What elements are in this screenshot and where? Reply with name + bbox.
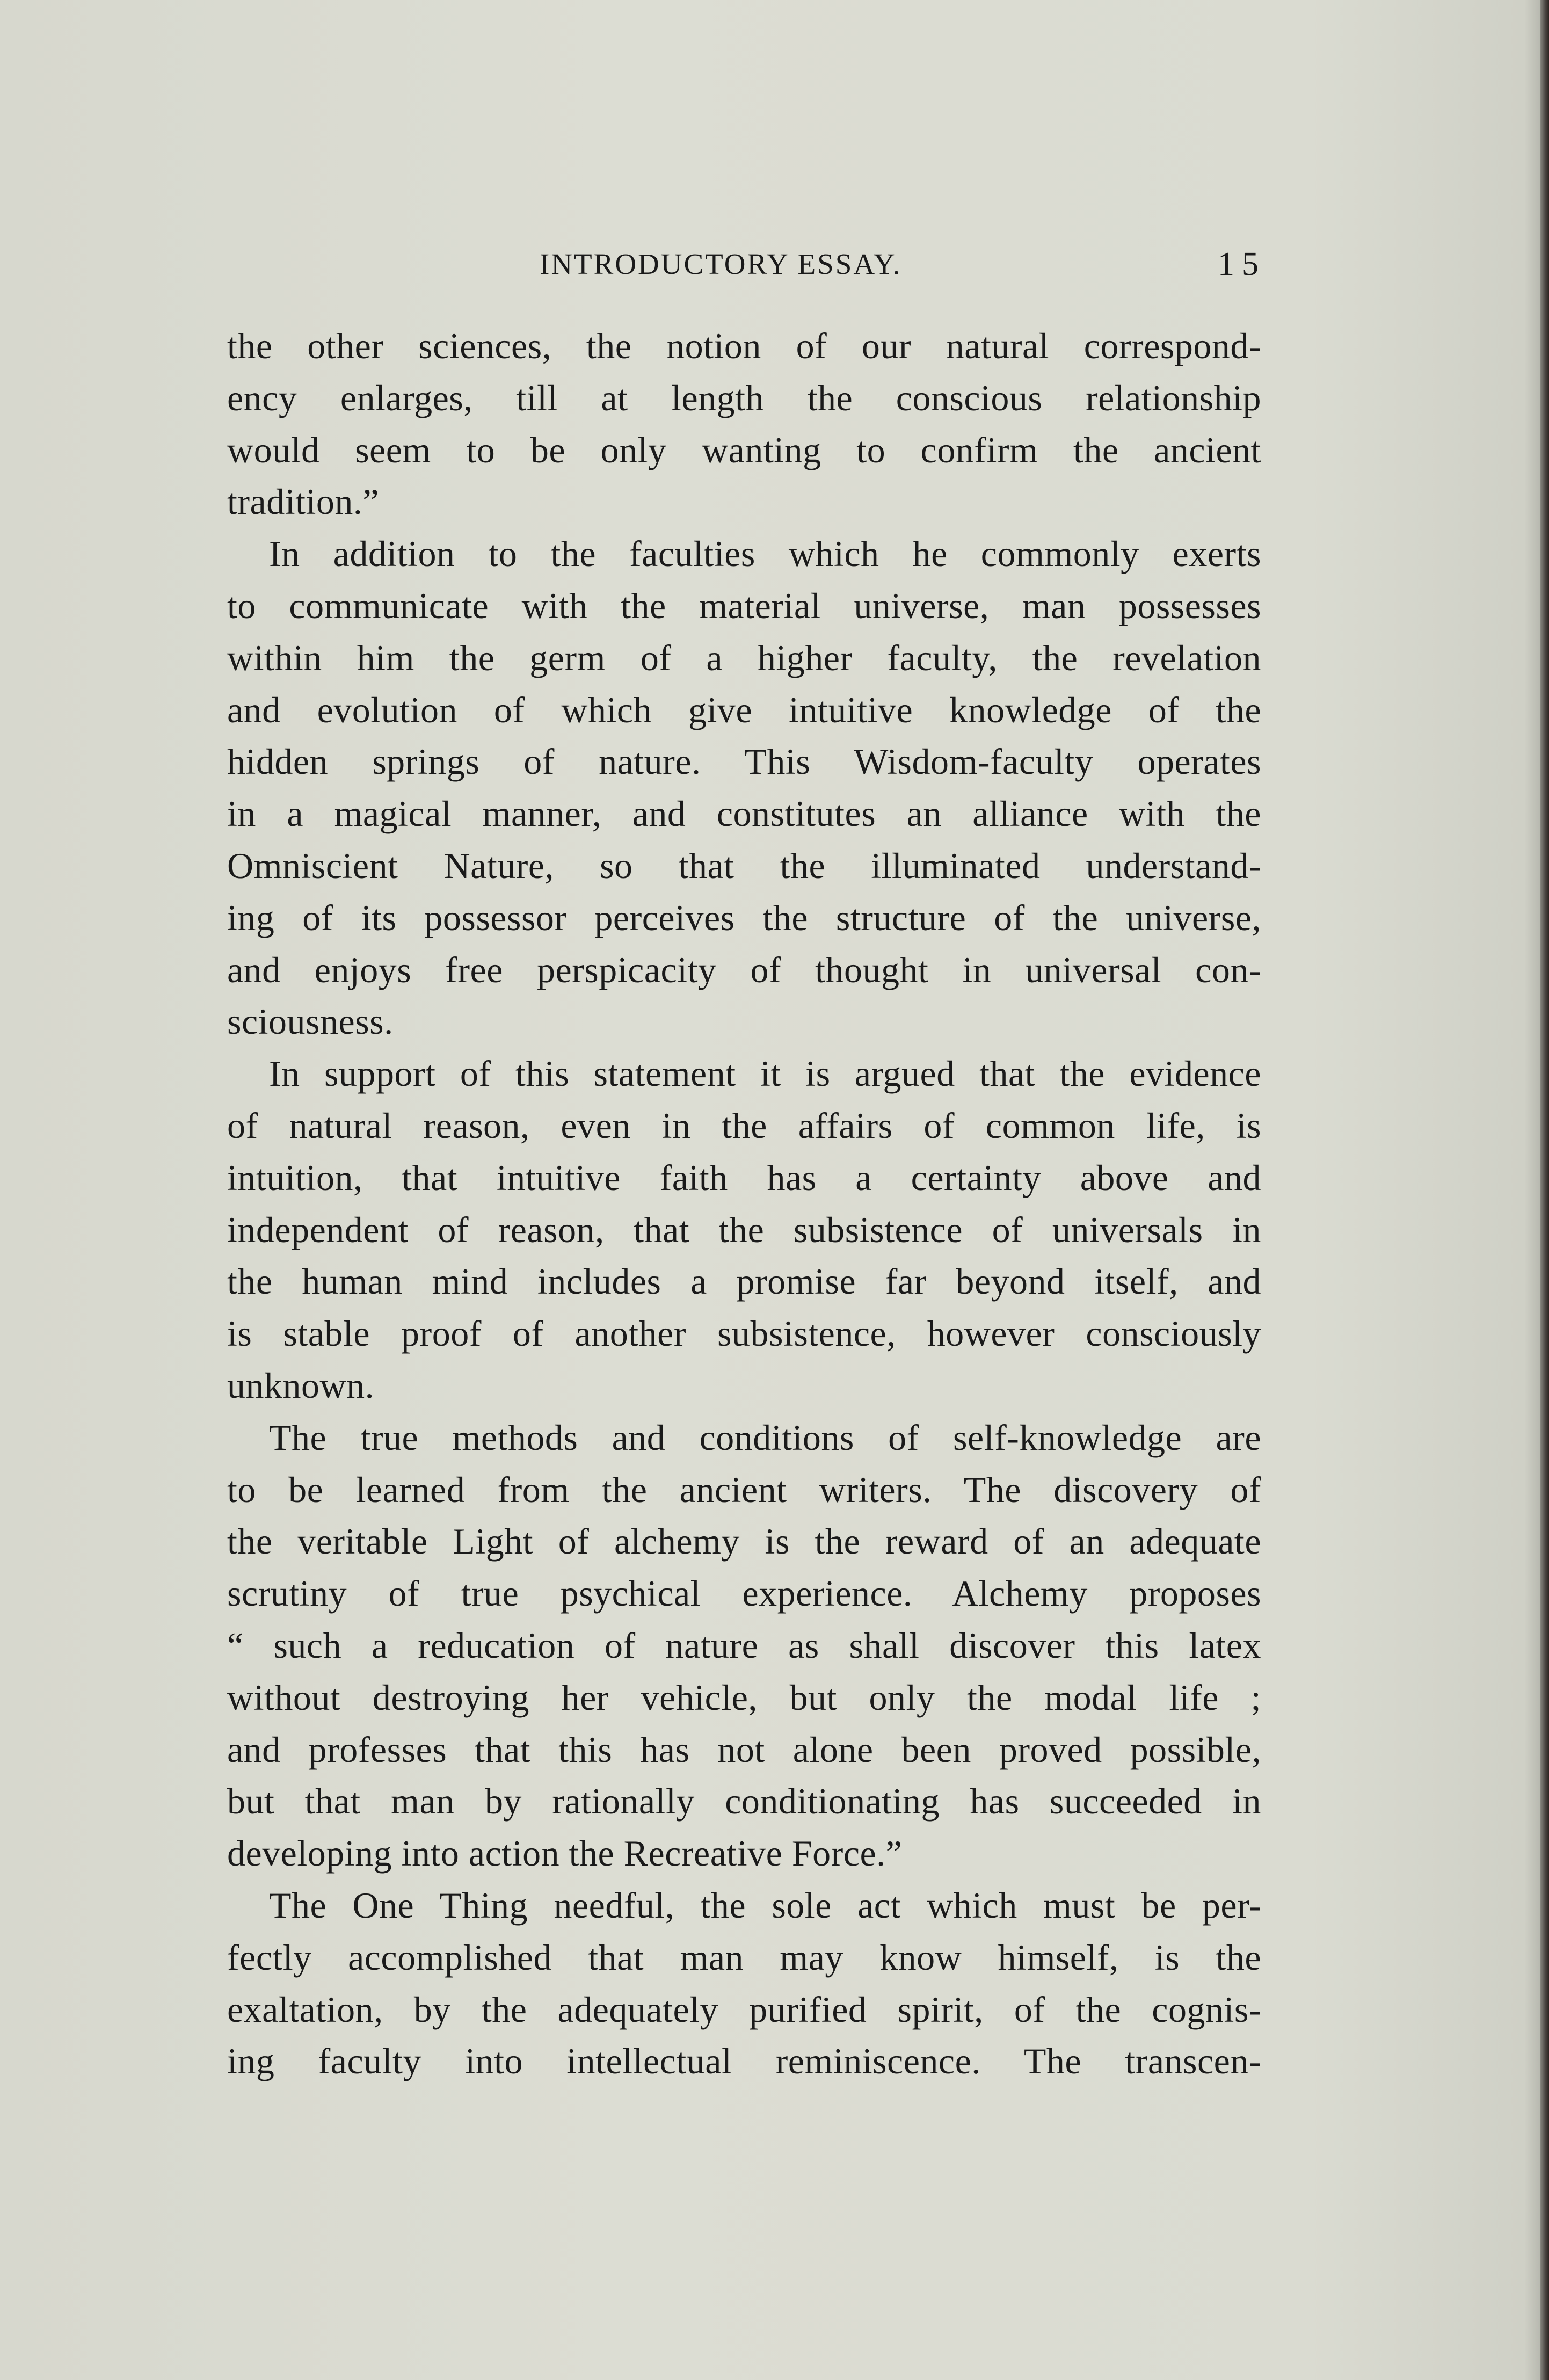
- paragraph-self-knowledge: [227, 1412, 1261, 1880]
- text-line: sciousness.: [227, 1001, 394, 1042]
- running-head-title: INTRODUCTORY ESSAY.: [540, 248, 902, 280]
- body-text: [227, 320, 1261, 2087]
- text-line: unknown.: [227, 1365, 375, 1406]
- text-line: fectly accomplished that man may know himself, is the: [227, 1936, 1261, 1978]
- text-line: the human mind includes a promise far beyond itself, and: [227, 1261, 1261, 1302]
- paragraph-one-thing-needful: [227, 1880, 1261, 2087]
- text-line: independent of reason, that the subsistence of universals in: [227, 1209, 1261, 1250]
- text-line: within him the germ of a higher faculty, the revelation: [227, 637, 1261, 678]
- text-line: and evolution of which give intuitive knowledge of the: [227, 689, 1261, 730]
- text-line: The true methods and conditions of self-knowledge are: [269, 1417, 1261, 1458]
- text-line: Omniscient Nature, so that the illuminated understand-: [227, 845, 1261, 886]
- text-line: exaltation, by the adequately purified spirit, of the cognis-: [227, 1989, 1261, 2030]
- text-line: the other sciences, the notion of our natural correspond-: [227, 325, 1261, 366]
- text-line: ency enlarges, till at length the conscious relationship: [227, 377, 1261, 418]
- text-line: developing into action the Recreative Force.”: [227, 1833, 903, 1874]
- text-line: The One Thing needful, the sole act which must be per-: [269, 1884, 1261, 1926]
- text-line: of natural reason, even in the affairs of common life, is: [227, 1105, 1261, 1146]
- page-number: 15: [1218, 246, 1266, 282]
- text-line: to communicate with the material universe, man possesses: [227, 585, 1261, 626]
- text-line: hidden springs of nature. This Wisdom-faculty operates: [227, 741, 1261, 782]
- text-line: “ such a reducation of nature as shall discover this latex: [227, 1624, 1261, 1666]
- paragraph-continuation: [227, 320, 1261, 528]
- paragraph-wisdom-faculty: [227, 528, 1261, 1048]
- text-line: in a magical manner, and constitutes an alliance with the: [227, 793, 1261, 835]
- text-line: but that man by rationally conditionating has succeeded in: [227, 1781, 1261, 1822]
- text-line: scrutiny of true psychical experience. Alchemy proposes: [227, 1573, 1261, 1614]
- text-line: is stable proof of another subsistence, however consciously: [227, 1313, 1261, 1354]
- text-line: and enjoys free perspicacity of thought in universal con-: [227, 949, 1261, 990]
- text-line: In support of this statement it is argued that the evidence: [269, 1053, 1261, 1094]
- text-line: intuition, that intuitive faith has a certainty above and: [227, 1157, 1261, 1198]
- text-line: ing of its possessor perceives the structure of the universe,: [227, 897, 1261, 938]
- text-line: tradition.”: [227, 481, 380, 523]
- paragraph-intuition: [227, 1048, 1261, 1412]
- page-edge-shadow: [1540, 0, 1549, 2380]
- text-line: to be learned from the ancient writers. The discovery of: [227, 1469, 1261, 1510]
- text-line: In addition to the faculties which he commonly exerts: [269, 533, 1261, 575]
- text-line: and professes that this has not alone been proved possible,: [227, 1729, 1261, 1770]
- text-line: would seem to be only wanting to confirm the ancient: [227, 429, 1261, 470]
- text-line: ing faculty into intellectual reminiscence. The transcen-: [227, 2041, 1261, 2082]
- text-line: the veritable Light of alchemy is the reward of an adequate: [227, 1521, 1261, 1562]
- text-line: without destroying her vehicle, but only the modal life ;: [227, 1677, 1261, 1718]
